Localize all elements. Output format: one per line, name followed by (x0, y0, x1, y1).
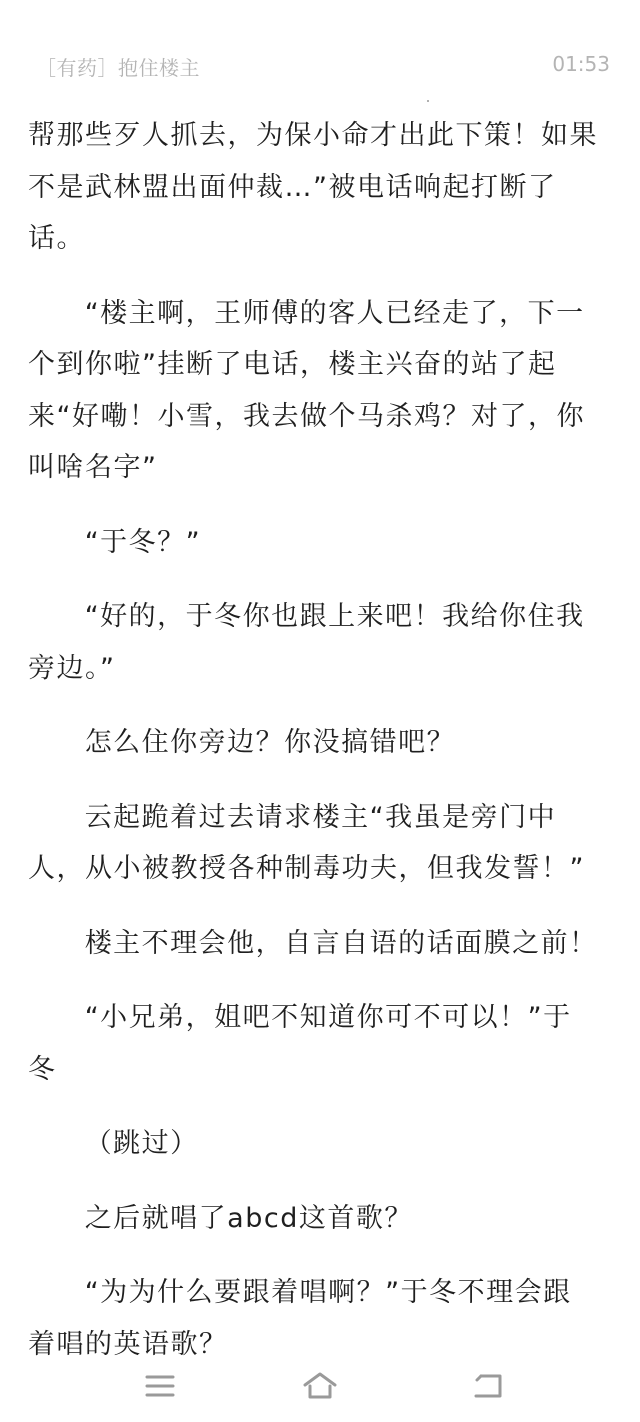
back-button[interactable] (466, 1366, 510, 1406)
paragraph: “小兄弟，姐吧不知道你可不可以！”于冬 (28, 1002, 572, 1085)
home-icon (302, 1371, 338, 1401)
paragraph: “于冬？” (84, 526, 202, 558)
status-bar (0, 0, 640, 100)
paragraph: “好的，于冬你也跟上来吧！我给你住我旁边。” (28, 601, 585, 684)
chapter-title: ［有药］抱住楼主 (36, 56, 200, 80)
navigation-bar (0, 1352, 640, 1422)
paragraph: （跳过） (84, 1128, 199, 1159)
paragraph: 楼主不理会他，自言自语的话面膜之前！ (84, 927, 598, 959)
clock: 01:53 (552, 52, 610, 76)
home-button[interactable] (298, 1366, 342, 1406)
paragraph: “为为什么要跟着唱啊？”于冬不理会跟着唱的英语歌？ (28, 1277, 572, 1360)
paragraph: 之后就唱了abcd这首歌？ (84, 1202, 413, 1234)
menu-button[interactable] (138, 1366, 182, 1406)
separator-dot (427, 100, 429, 102)
back-icon (472, 1372, 504, 1400)
paragraph: 帮那些歹人抓去，为保小命才出此下策！如果不是武林盟出面仲裁…”被电话响起打断了话。 (28, 120, 598, 254)
reading-content[interactable] (28, 110, 598, 1360)
paragraph: “楼主啊，王师傅的客人已经走了，下一个到你啦”挂断了电话，楼主兴奋的站了起来“好嘞！小雪，我去做个马杀鸡？对了，你叫啥名字” (28, 297, 585, 483)
menu-icon (145, 1373, 175, 1399)
paragraph: 云起跪着过去请求楼主“我虽是旁门中人，从小被教授各种制毒功夫，但我发誓！” (28, 801, 585, 884)
paragraph: 怎么住你旁边？你没搞错吧？ (84, 727, 456, 758)
